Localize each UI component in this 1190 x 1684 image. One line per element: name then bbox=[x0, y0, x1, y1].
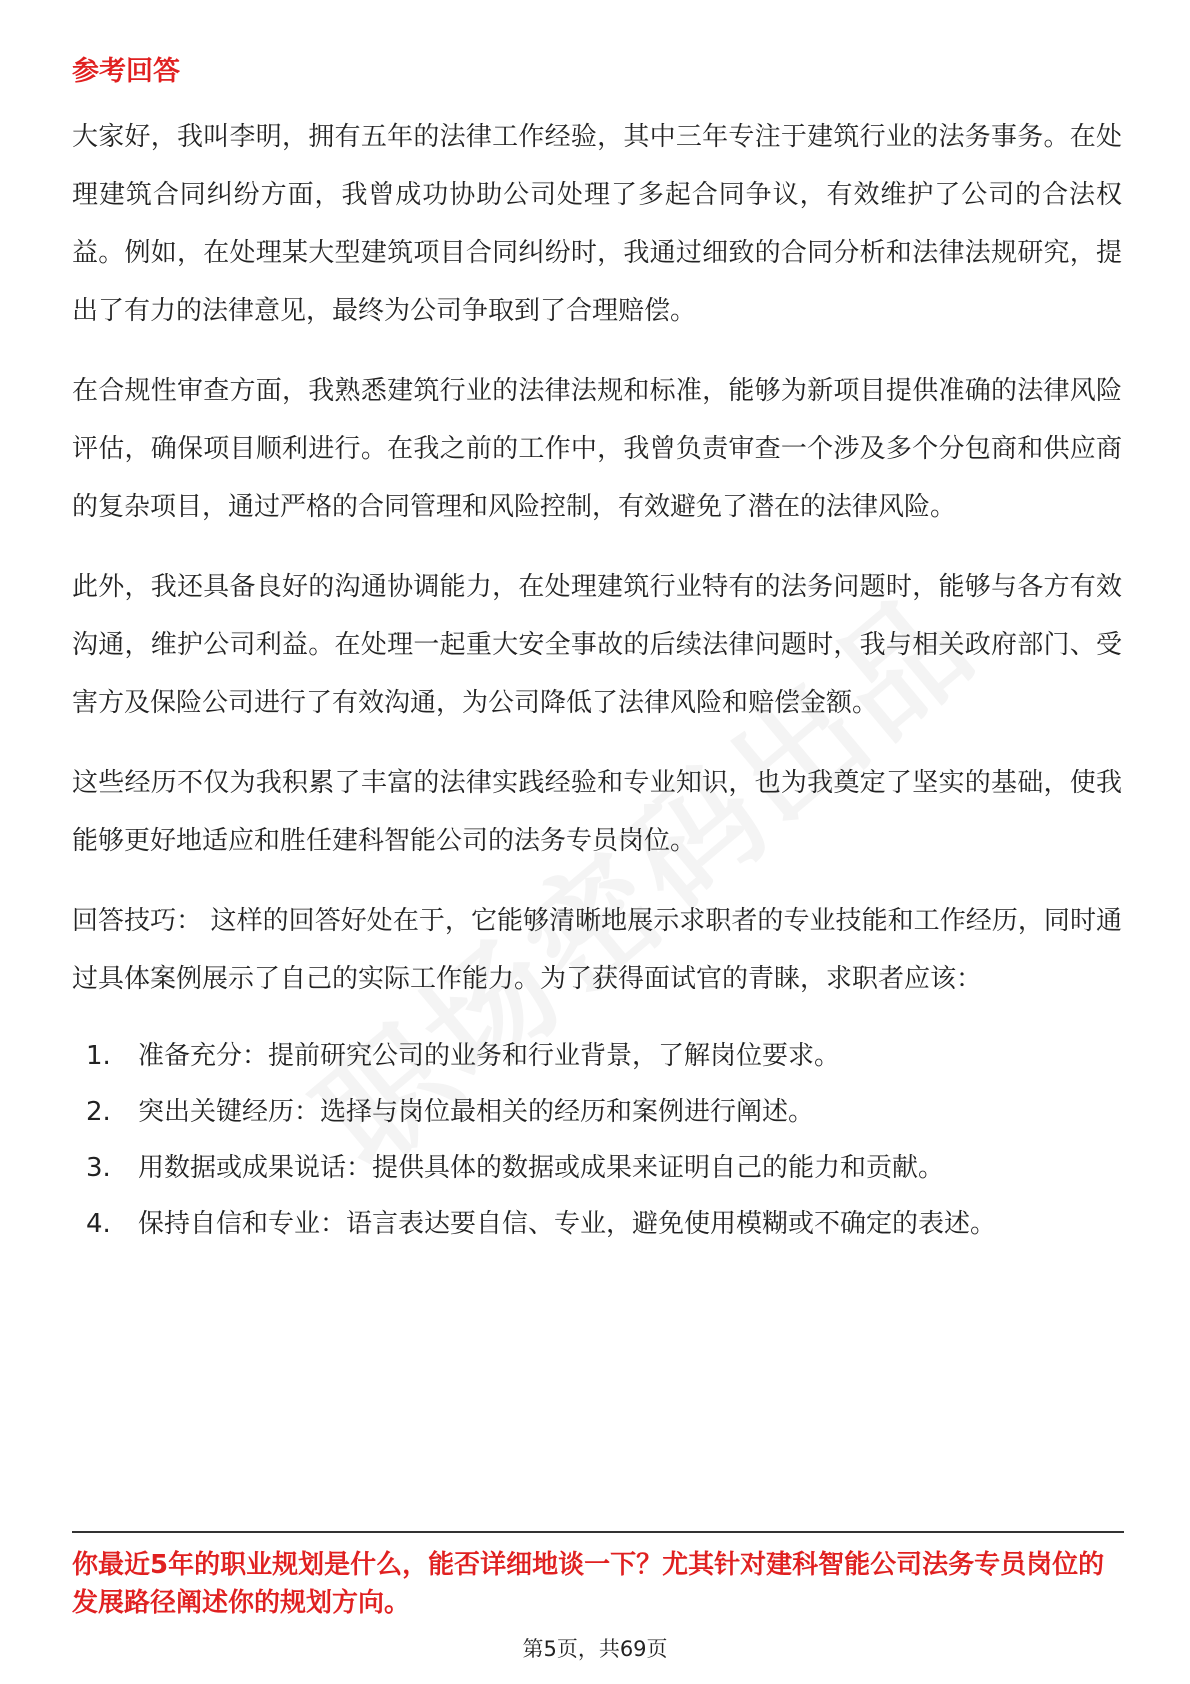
answer-paragraph: 这些经历不仅为我积累了丰富的法律实践经验和专业知识，也为我奠定了坚实的基础，使我能够更好地适应和胜任建科智能公司的法务专员岗位。 bbox=[72, 768, 1122, 856]
answer-content bbox=[72, 46, 1122, 1252]
tips-intro: 回答技巧： 这样的回答好处在于，它能够清晰地展示求职者的专业技能和工作经历，同时通过具体案例展示了自己的实际工作能力。为了获得面试官的青睐，求职者应该： bbox=[72, 906, 1122, 994]
list-item-number: 3. bbox=[86, 1153, 111, 1183]
next-question: 你最近5年的职业规划是什么，能否详细地谈一下？尤其针对建科智能公司法务专员岗位的发展路径阐述你的规划方向。 bbox=[72, 1550, 1105, 1618]
divider bbox=[72, 1531, 1124, 1533]
list-item-text: 用数据或成果说话：提供具体的数据或成果来证明自己的能力和贡献。 bbox=[138, 1153, 945, 1183]
list-item-number: 4. bbox=[86, 1209, 111, 1239]
page-number: 第5页，共69页 bbox=[522, 1637, 668, 1661]
answer-paragraph: 大家好，我叫李明，拥有五年的法律工作经验，其中三年专注于建筑行业的法务事务。在处理建筑合同纠纷方面，我曾成功协助公司处理了多起合同争议，有效维护了公司的合法权益。例如，在处理某大型建筑项目合同纠纷时，我通过细致的合同分析和法律法规研究，提出了有力的法律意见，最终为公司争取到了合理赔偿。 bbox=[72, 122, 1122, 326]
section-title: 参考回答 bbox=[72, 56, 180, 87]
list-item-text: 突出关键经历：选择与岗位最相关的经历和案例进行阐述。 bbox=[138, 1097, 815, 1127]
list-item bbox=[72, 1140, 1122, 1196]
list-item bbox=[72, 1028, 1122, 1084]
list-item-number: 1. bbox=[86, 1041, 111, 1071]
list-item bbox=[72, 1196, 1122, 1252]
list-item-text: 保持自信和专业：语言表达要自信、专业，避免使用模糊或不确定的表述。 bbox=[138, 1209, 997, 1239]
tips-list bbox=[72, 1028, 1122, 1252]
list-item-number: 2. bbox=[86, 1097, 111, 1127]
answer-paragraph: 在合规性审查方面，我熟悉建筑行业的法律法规和标准，能够为新项目提供准确的法律风险评估，确保项目顺利进行。在我之前的工作中，我曾负责审查一个涉及多个分包商和供应商的复杂项目，通过严格的合同管理和风险控制，有效避免了潜在的法律风险。 bbox=[72, 376, 1122, 522]
list-item-text: 准备充分：提前研究公司的业务和行业背景，了解岗位要求。 bbox=[138, 1041, 841, 1071]
answer-paragraph: 此外，我还具备良好的沟通协调能力，在处理建筑行业特有的法务问题时，能够与各方有效沟通，维护公司利益。在处理一起重大安全事故的后续法律问题时，我与相关政府部门、受害方及保险公司进行了有效沟通，为公司降低了法律风险和赔偿金额。 bbox=[72, 572, 1122, 718]
list-item bbox=[72, 1084, 1122, 1140]
